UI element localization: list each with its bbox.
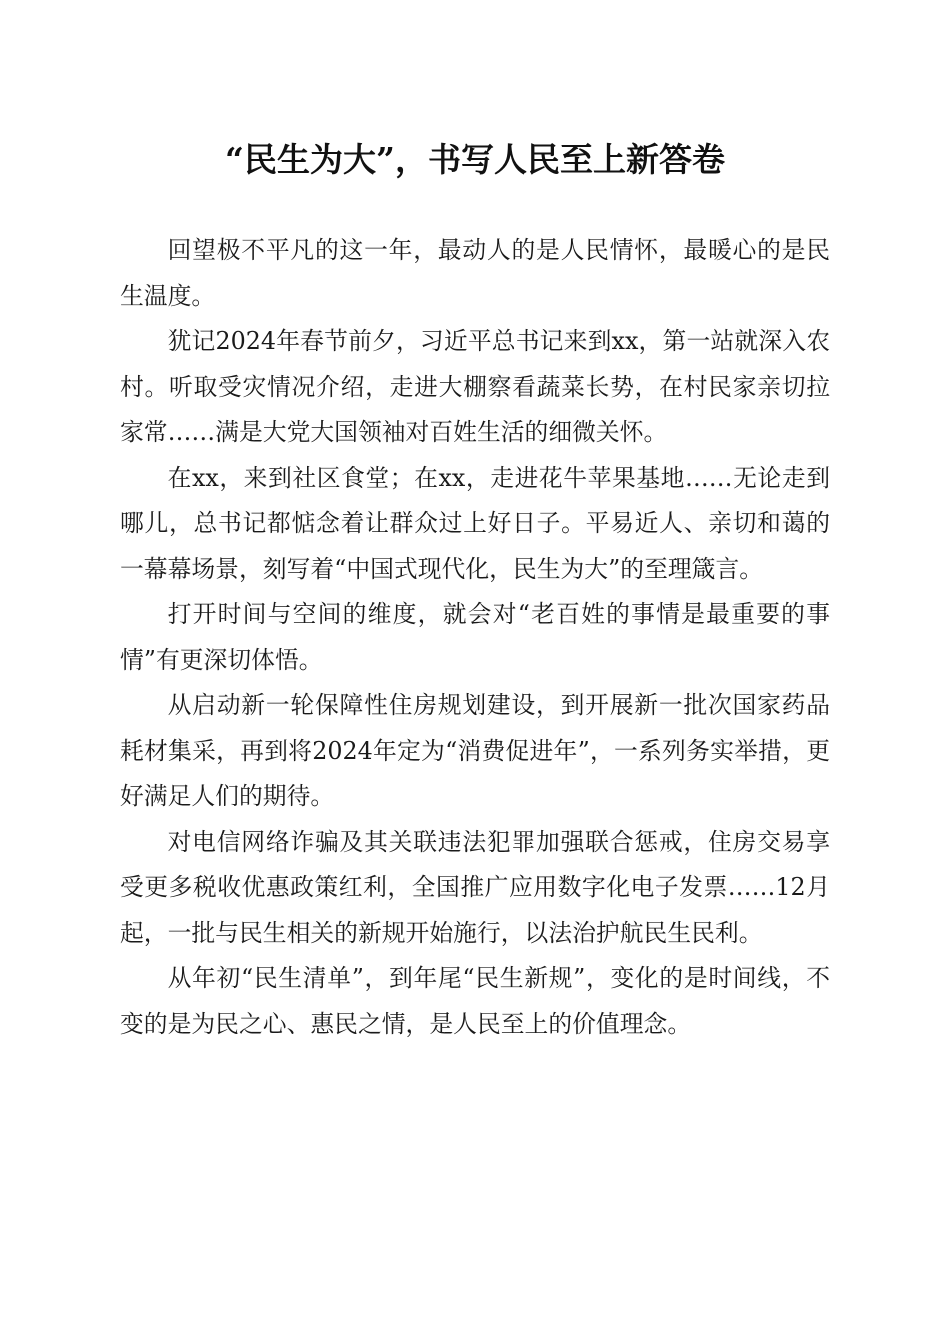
paragraph: 对电信网络诈骗及其关联违法犯罪加强联合惩戒，住房交易享受更多税收优惠政策红利，全国推广应用数字化电子发票……12月起，一批与民生相关的新规开始施行，以法治护航民生民利。 bbox=[120, 827, 830, 947]
paragraph: 从启动新一轮保障性住房规划建设，到开展新一批次国家药品耗材集采，再到将2024年定为“消费促进年”，一系列务实举措，更好满足人们的期待。 bbox=[120, 691, 830, 810]
paragraph: 从年初“民生清单”，到年尾“民生新规”，变化的是时间线，不变的是为民之心、惠民之情，是人民至上的价值理念。 bbox=[120, 964, 830, 1038]
page-title: “民生为大”，书写人民至上新答卷 bbox=[225, 140, 725, 179]
paragraph: 在xx，来到社区食堂；在xx，走进花牛苹果基地……无论走到哪儿，总书记都惦念着让群众过上好日子。平易近人、亲切和蔼的一幕幕场景，刻写着“中国式现代化，民生为大”的至理箴言。 bbox=[120, 463, 830, 583]
paragraph: 回望极不平凡的这一年，最动人的是人民情怀，最暖心的是民生温度。 bbox=[120, 236, 830, 310]
article-body bbox=[120, 228, 830, 1047]
paragraph: 打开时间与空间的维度，就会对“老百姓的事情是最重要的事情”有更深切体悟。 bbox=[120, 600, 830, 674]
paragraph: 犹记2024年春节前夕，习近平总书记来到xx，第一站就深入农村。听取受灾情况介绍，走进大棚察看蔬菜长势，在村民家亲切拉家常……满是大党大国领袖对百姓生活的细微关怀。 bbox=[120, 327, 830, 446]
